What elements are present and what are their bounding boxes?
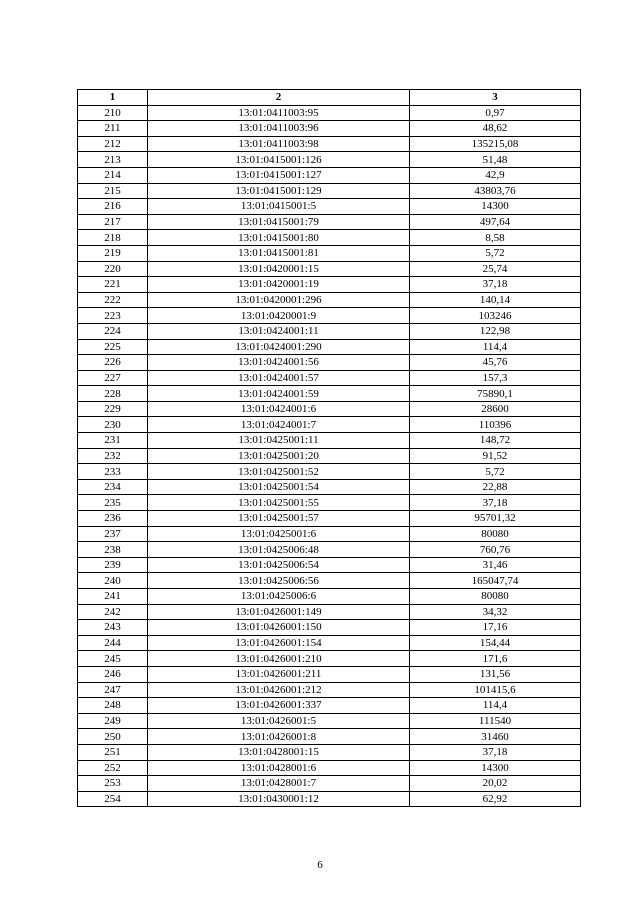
row-number-cell: 224 [78,323,148,339]
row-number-cell: 246 [78,666,148,682]
cadastral-number-cell: 13:01:0415001:79 [148,214,410,230]
value-cell: 110396 [410,417,581,433]
value-cell: 75890,1 [410,386,581,402]
row-number-cell: 211 [78,121,148,137]
cadastral-number-cell: 13:01:0424001:57 [148,370,410,386]
value-cell: 5,72 [410,464,581,480]
row-number-cell: 244 [78,635,148,651]
cadastral-number-cell: 13:01:0424001:290 [148,339,410,355]
table-row [78,183,581,199]
cadastral-number-cell: 13:01:0420001:19 [148,277,410,293]
row-number-cell: 218 [78,230,148,246]
table-row [78,495,581,511]
cadastral-number-cell: 13:01:0425006:48 [148,542,410,558]
row-number-cell: 210 [78,105,148,121]
table-row [78,557,581,573]
row-number-cell: 213 [78,152,148,168]
row-number-cell: 247 [78,682,148,698]
value-cell: 148,72 [410,433,581,449]
table-row [78,136,581,152]
value-cell: 37,18 [410,495,581,511]
value-cell: 95701,32 [410,511,581,527]
value-cell: 8,58 [410,230,581,246]
cadastral-number-cell: 13:01:0425001:54 [148,479,410,495]
value-cell: 171,6 [410,651,581,667]
value-cell: 122,98 [410,323,581,339]
value-cell: 91,52 [410,448,581,464]
value-cell: 45,76 [410,355,581,371]
row-number-cell: 216 [78,199,148,215]
cadastral-number-cell: 13:01:0425001:20 [148,448,410,464]
table-row [78,167,581,183]
row-number-cell: 251 [78,744,148,760]
value-cell: 80080 [410,526,581,542]
cadastral-number-cell: 13:01:0415001:127 [148,167,410,183]
table-row [78,511,581,527]
page-number: 6 [317,859,323,871]
table-row [78,277,581,293]
cadastral-number-cell: 13:01:0426001:149 [148,604,410,620]
table-row [78,323,581,339]
cadastral-number-cell: 13:01:0424001:6 [148,401,410,417]
table-row [78,729,581,745]
row-number-cell: 250 [78,729,148,745]
table-row [78,651,581,667]
cadastral-number-cell: 13:01:0424001:11 [148,323,410,339]
value-cell: 37,18 [410,277,581,293]
value-cell: 0,97 [410,105,581,121]
cadastral-number-cell: 13:01:0426001:154 [148,635,410,651]
value-cell: 31460 [410,729,581,745]
table-row [78,464,581,480]
cadastral-number-cell: 13:01:0420001:9 [148,308,410,324]
table-row [78,370,581,386]
table-row [78,261,581,277]
cadastral-number-cell: 13:01:0415001:129 [148,183,410,199]
value-cell: 101415,6 [410,682,581,698]
cadastral-number-cell: 13:01:0426001:211 [148,666,410,682]
value-cell: 165047,74 [410,573,581,589]
cadastral-number-cell: 13:01:0426001:210 [148,651,410,667]
value-cell: 497,64 [410,214,581,230]
cadastral-number-cell: 13:01:0426001:337 [148,698,410,714]
cadastral-number-cell: 13:01:0420001:296 [148,292,410,308]
value-cell: 154,44 [410,635,581,651]
row-number-cell: 220 [78,261,148,277]
row-number-cell: 242 [78,604,148,620]
data-table [77,89,581,807]
table-row [78,245,581,261]
row-number-cell: 217 [78,214,148,230]
cadastral-number-cell: 13:01:0425006:56 [148,573,410,589]
value-cell: 103246 [410,308,581,324]
row-number-cell: 236 [78,511,148,527]
row-number-cell: 248 [78,698,148,714]
cadastral-number-cell: 13:01:0415001:126 [148,152,410,168]
table-row [78,542,581,558]
cadastral-number-cell: 13:01:0425001:11 [148,433,410,449]
row-number-cell: 214 [78,167,148,183]
row-number-cell: 221 [78,277,148,293]
table-row [78,292,581,308]
cadastral-number-cell: 13:01:0425006:54 [148,557,410,573]
row-number-cell: 232 [78,448,148,464]
row-number-cell: 212 [78,136,148,152]
row-number-cell: 243 [78,620,148,636]
row-number-cell: 230 [78,417,148,433]
value-cell: 17,16 [410,620,581,636]
cadastral-number-cell: 13:01:0420001:15 [148,261,410,277]
row-number-cell: 245 [78,651,148,667]
value-cell: 111540 [410,713,581,729]
value-cell: 62,92 [410,791,581,807]
cadastral-number-cell: 13:01:0426001:5 [148,713,410,729]
cadastral-number-cell: 13:01:0428001:7 [148,776,410,792]
cadastral-number-cell: 13:01:0411003:96 [148,121,410,137]
cadastral-number-cell: 13:01:0426001:212 [148,682,410,698]
cadastral-number-cell: 13:01:0424001:7 [148,417,410,433]
table-row [78,635,581,651]
row-number-cell: 235 [78,495,148,511]
value-cell: 131,56 [410,666,581,682]
table-row [78,776,581,792]
table-row [78,620,581,636]
row-number-cell: 237 [78,526,148,542]
row-number-cell: 254 [78,791,148,807]
table-body [78,105,581,807]
cadastral-number-cell: 13:01:0424001:56 [148,355,410,371]
value-cell: 25,74 [410,261,581,277]
column-header-1: 1 [78,90,148,106]
table-row [78,604,581,620]
value-cell: 5,72 [410,245,581,261]
table-row [78,589,581,605]
table-row [78,401,581,417]
table-row [78,666,581,682]
value-cell: 114,4 [410,698,581,714]
table-row [78,713,581,729]
table-row [78,199,581,215]
row-number-cell: 227 [78,370,148,386]
row-number-cell: 253 [78,776,148,792]
table-row [78,230,581,246]
cadastral-number-cell: 13:01:0415001:81 [148,245,410,261]
value-cell: 157,3 [410,370,581,386]
row-number-cell: 228 [78,386,148,402]
header-row [78,90,581,106]
row-number-cell: 252 [78,760,148,776]
table-row [78,105,581,121]
cadastral-number-cell: 13:01:0415001:5 [148,199,410,215]
row-number-cell: 222 [78,292,148,308]
value-cell: 140,14 [410,292,581,308]
row-number-cell: 215 [78,183,148,199]
row-number-cell: 233 [78,464,148,480]
row-number-cell: 239 [78,557,148,573]
value-cell: 34,32 [410,604,581,620]
cadastral-number-cell: 13:01:0411003:95 [148,105,410,121]
column-header-3: 3 [410,90,581,106]
table-row [78,339,581,355]
row-number-cell: 229 [78,401,148,417]
value-cell: 114,4 [410,339,581,355]
row-number-cell: 219 [78,245,148,261]
value-cell: 760,76 [410,542,581,558]
table-row [78,214,581,230]
cadastral-number-cell: 13:01:0426001:150 [148,620,410,636]
table-row [78,433,581,449]
value-cell: 31,46 [410,557,581,573]
value-cell: 51,48 [410,152,581,168]
column-header-2: 2 [148,90,410,106]
row-number-cell: 241 [78,589,148,605]
table-row [78,152,581,168]
cadastral-number-cell: 13:01:0415001:80 [148,230,410,246]
table-row [78,760,581,776]
table-row [78,355,581,371]
cadastral-number-cell: 13:01:0428001:15 [148,744,410,760]
cadastral-number-cell: 13:01:0425006:6 [148,589,410,605]
cadastral-number-cell: 13:01:0425001:6 [148,526,410,542]
value-cell: 43803,76 [410,183,581,199]
table-row [78,479,581,495]
table-row [78,573,581,589]
row-number-cell: 231 [78,433,148,449]
value-cell: 14300 [410,199,581,215]
table-row [78,526,581,542]
table-row [78,308,581,324]
value-cell: 37,18 [410,744,581,760]
table-row [78,417,581,433]
value-cell: 80080 [410,589,581,605]
table-row [78,386,581,402]
cadastral-number-cell: 13:01:0425001:57 [148,511,410,527]
value-cell: 28600 [410,401,581,417]
value-cell: 14300 [410,760,581,776]
cadastral-number-cell: 13:01:0428001:6 [148,760,410,776]
value-cell: 135215,08 [410,136,581,152]
row-number-cell: 234 [78,479,148,495]
cadastral-number-cell: 13:01:0425001:52 [148,464,410,480]
table-row [78,744,581,760]
table-row [78,682,581,698]
cadastral-number-cell: 13:01:0424001:59 [148,386,410,402]
cadastral-number-cell: 13:01:0411003:98 [148,136,410,152]
table-row [78,791,581,807]
row-number-cell: 238 [78,542,148,558]
cadastral-number-cell: 13:01:0426001:8 [148,729,410,745]
table-row [78,121,581,137]
table-row [78,448,581,464]
row-number-cell: 249 [78,713,148,729]
value-cell: 48,62 [410,121,581,137]
cadastral-number-cell: 13:01:0425001:55 [148,495,410,511]
row-number-cell: 223 [78,308,148,324]
row-number-cell: 225 [78,339,148,355]
value-cell: 20,02 [410,776,581,792]
cadastral-number-cell: 13:01:0430001:12 [148,791,410,807]
row-number-cell: 226 [78,355,148,371]
table-row [78,698,581,714]
row-number-cell: 240 [78,573,148,589]
value-cell: 22,88 [410,479,581,495]
value-cell: 42,9 [410,167,581,183]
